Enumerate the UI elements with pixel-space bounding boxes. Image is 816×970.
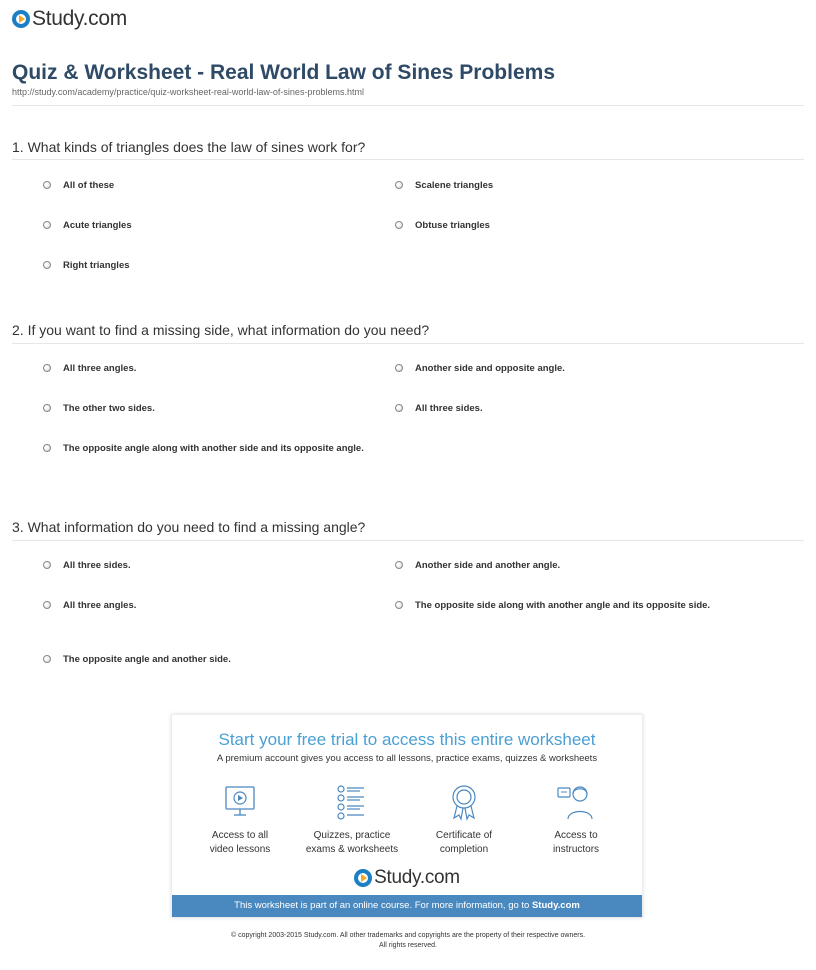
play-logo-icon <box>12 10 30 28</box>
footer-line-2: All rights reserved. <box>379 942 437 949</box>
page-url: http://study.com/academy/practice/quiz-worksheet-real-world-law-of-sines-problems.html <box>12 87 364 97</box>
radio-button[interactable] <box>43 601 51 609</box>
radio-button[interactable] <box>395 601 403 609</box>
promo-logo[interactable] <box>172 867 642 889</box>
option-q2-e[interactable] <box>43 441 368 456</box>
option-q3-d[interactable] <box>395 598 725 613</box>
option-label: All three angles. <box>63 600 137 611</box>
option-label: The opposite angle along with another side and its opposite angle. <box>63 443 364 454</box>
question-3: 3. What information do you need to find a missing angle? <box>12 519 366 535</box>
option-label: Acute triangles <box>63 220 132 231</box>
option-label: Right triangles <box>63 260 130 271</box>
radio-button[interactable] <box>43 655 51 663</box>
option-q2-c[interactable] <box>43 401 343 416</box>
radio-button[interactable] <box>395 561 403 569</box>
feature-video-lessons <box>185 783 295 857</box>
divider <box>12 540 804 541</box>
promo-bar-link[interactable]: Study.com <box>531 900 580 911</box>
option-q1-a[interactable] <box>43 178 343 193</box>
radio-button[interactable] <box>43 261 51 269</box>
option-q3-b[interactable] <box>395 558 725 573</box>
video-lesson-icon <box>220 783 260 821</box>
promo-headline[interactable]: Start your free trial to access this entire worksheet <box>218 730 596 749</box>
radio-button[interactable] <box>395 221 403 229</box>
option-label: Scalene triangles <box>415 180 494 191</box>
option-q1-c[interactable] <box>43 218 343 233</box>
footer-line-1: © copyright 2003-2015 Study.com. All other trademarks and copyrights are the property of their respective owners. <box>230 932 586 939</box>
feature-quizzes <box>297 783 407 857</box>
study-logo[interactable] <box>12 8 127 30</box>
feature-certificate <box>409 783 519 857</box>
copyright-footer <box>0 931 816 951</box>
option-q1-b[interactable] <box>395 178 725 193</box>
question-1: 1. What kinds of triangles does the law of sines work for? <box>12 139 366 155</box>
divider <box>12 105 804 106</box>
radio-button[interactable] <box>395 364 403 372</box>
feature-instructors <box>521 783 631 857</box>
promo-logo-text: Study.com <box>374 867 460 888</box>
feature-label: video lessons <box>209 844 271 855</box>
option-label: All three sides. <box>415 403 483 414</box>
radio-button[interactable] <box>43 561 51 569</box>
feature-label: instructors <box>552 844 600 855</box>
option-q2-a[interactable] <box>43 361 343 376</box>
option-q1-e[interactable] <box>43 258 343 273</box>
quiz-list-icon <box>332 783 372 821</box>
option-label: All three angles. <box>63 363 137 374</box>
feature-label: Certificate of <box>435 830 493 841</box>
option-q1-d[interactable] <box>395 218 725 233</box>
option-label: The opposite angle and another side. <box>63 654 231 665</box>
play-logo-icon <box>354 869 372 887</box>
radio-button[interactable] <box>43 444 51 452</box>
feature-label: Access to <box>554 830 598 841</box>
option-q3-a[interactable] <box>43 558 343 573</box>
radio-button[interactable] <box>43 404 51 412</box>
option-label: All three sides. <box>63 560 131 571</box>
feature-label: exams & worksheets <box>305 844 399 855</box>
radio-button[interactable] <box>43 181 51 189</box>
promo-bar-text: This worksheet is part of an online course. For more information, go to <box>234 900 530 911</box>
divider <box>12 159 804 160</box>
page-title: Quiz & Worksheet - Real World Law of Sines Problems <box>12 61 555 84</box>
option-label: Another side and opposite angle. <box>415 363 565 374</box>
radio-button[interactable] <box>43 221 51 229</box>
feature-label: completion <box>439 844 489 855</box>
option-q3-e[interactable] <box>43 652 343 667</box>
logo-text: Study.com <box>32 7 127 30</box>
radio-button[interactable] <box>43 364 51 372</box>
feature-label: Access to all <box>211 830 269 841</box>
option-label: Another side and another angle. <box>415 560 561 571</box>
question-2: 2. If you want to find a missing side, what information do you need? <box>12 322 430 338</box>
feature-label: Quizzes, practice <box>313 830 391 841</box>
option-label: The other two sides. <box>63 403 155 414</box>
option-label: All of these <box>63 180 115 191</box>
option-q2-b[interactable] <box>395 361 725 376</box>
instructor-icon <box>556 783 596 821</box>
free-trial-promo[interactable] <box>171 714 643 918</box>
radio-button[interactable] <box>395 181 403 189</box>
promo-subtitle: A premium account gives you access to all lessons, practice exams, quizzes & worksheets <box>216 753 598 764</box>
certificate-icon <box>444 783 484 821</box>
option-q2-d[interactable] <box>395 401 725 416</box>
promo-info-bar <box>172 895 642 917</box>
option-q3-c[interactable] <box>43 598 343 613</box>
option-label: Obtuse triangles <box>415 220 490 231</box>
radio-button[interactable] <box>395 404 403 412</box>
divider <box>12 343 804 344</box>
option-label: The opposite side along with another angle and its opposite side. <box>415 600 711 611</box>
